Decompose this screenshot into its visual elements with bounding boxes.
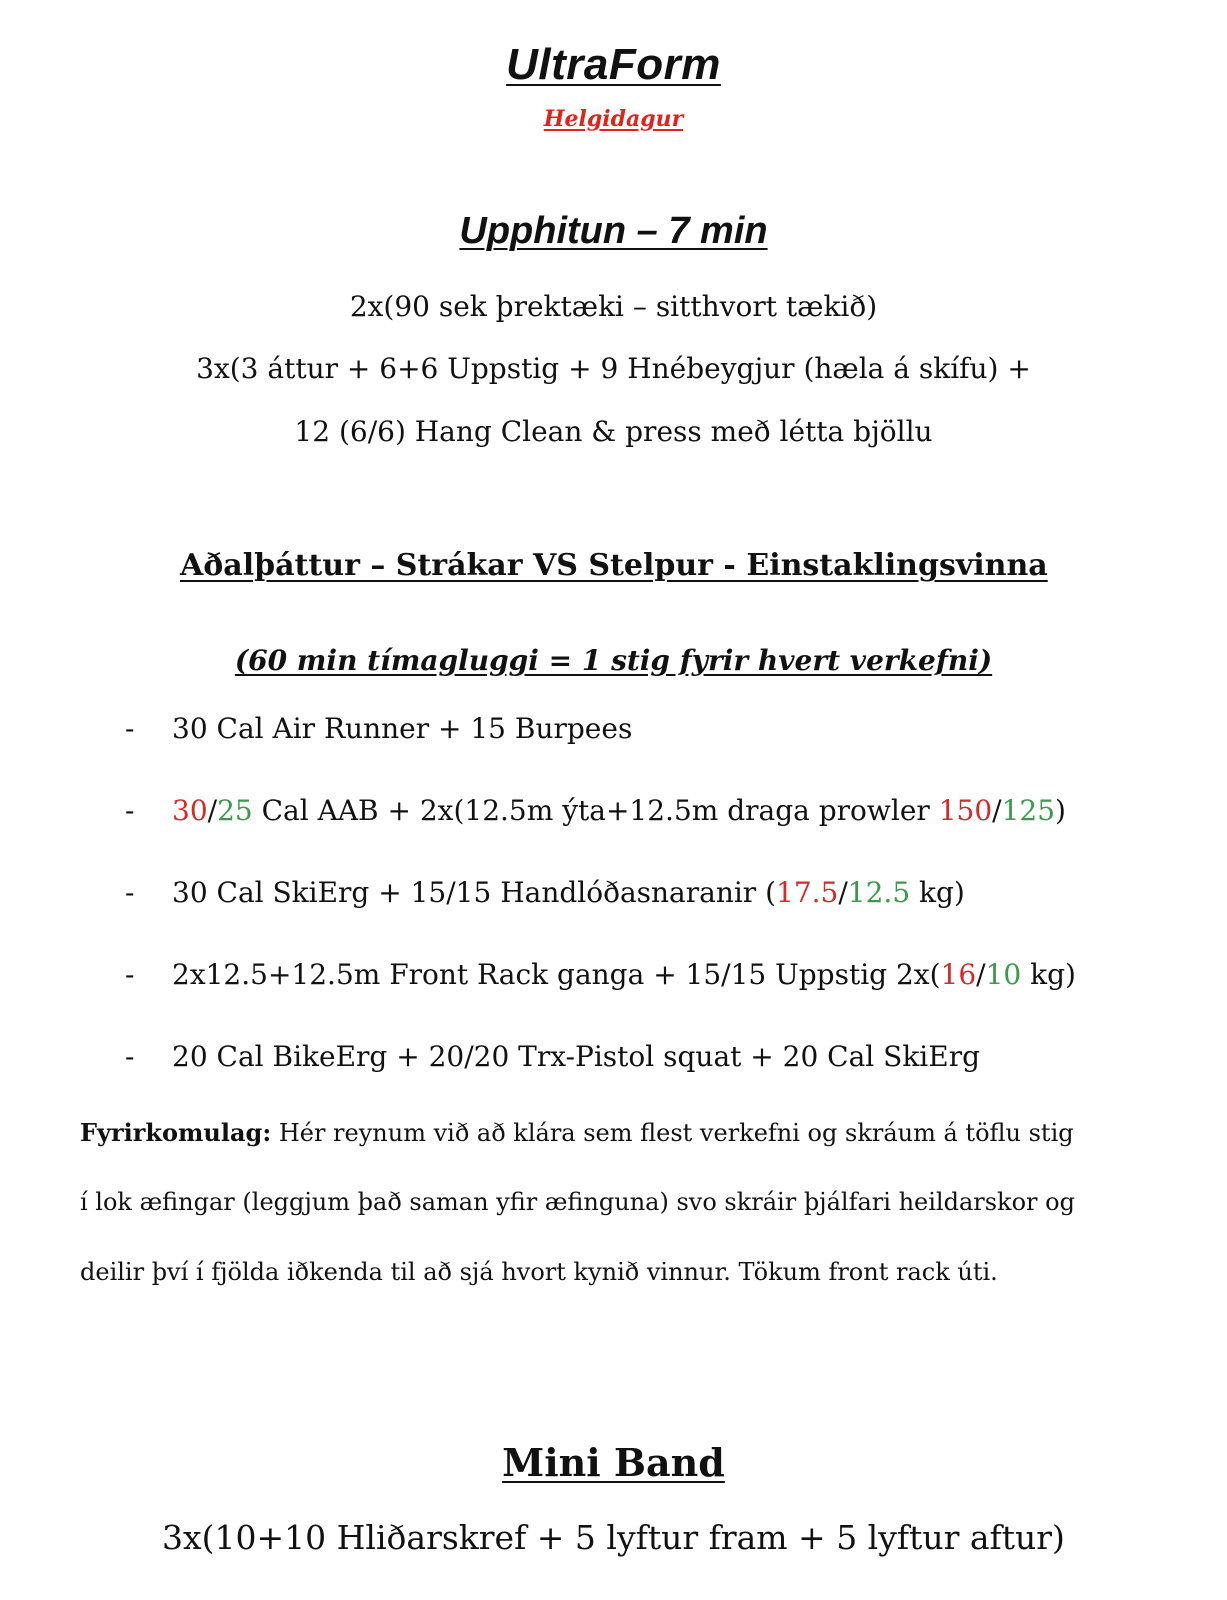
note-label: Fyrirkomulag: xyxy=(80,1118,272,1147)
exercise-text: Cal AAB + 2x(12.5m ýta+12.5m draga prowler xyxy=(252,794,939,827)
men-value: 16 xyxy=(940,958,977,991)
miniband-heading: Mini Band xyxy=(502,1440,725,1485)
warmup-line-3: 12 (6/6) Hang Clean & press með létta bjöllu xyxy=(294,415,933,448)
value-separator: / xyxy=(207,794,218,827)
bullet-dash: - xyxy=(125,712,135,745)
value-separator: / xyxy=(838,876,848,909)
note-line-2: í lok æfingar (leggjum það saman yfir æfinguna) svo skráir þjálfari heildarskor og xyxy=(80,1188,1075,1216)
value-separator: / xyxy=(992,794,1002,827)
warmup-line-2: 3x(3 áttur + 6+6 Uppstig + 9 Hnébeygjur (hæla á skífu) + xyxy=(196,352,1031,385)
women-value: 125 xyxy=(1001,794,1056,827)
exercise-text: kg) xyxy=(1021,958,1076,991)
women-value: 12.5 xyxy=(847,876,911,909)
warmup-heading: Upphitun – 7 min xyxy=(459,210,768,252)
exercise-text: kg) xyxy=(910,876,965,909)
exercise-text: 2x12.5+12.5m Front Rack ganga + 15/15 Uppstig 2x( xyxy=(172,958,941,991)
exercise-item-5: 20 Cal BikeErg + 20/20 Trx-Pistol squat + 20 Cal SkiErg xyxy=(172,1040,981,1073)
note-text: Hér reynum við að klára sem flest verkefni og skráum á töflu stig xyxy=(271,1119,1074,1147)
note-line-1 xyxy=(80,1118,1074,1147)
exercise-text: 30 Cal SkiErg + 15/15 Handlóðasnaranir ( xyxy=(172,876,777,909)
page-subtitle: Helgidagur xyxy=(543,106,684,132)
exercise-item-1: 30 Cal Air Runner + 15 Burpees xyxy=(172,712,633,745)
note-line-3: deilir því í fjölda iðkenda til að sjá hvort kynið vinnur. Tökum front rack úti. xyxy=(80,1258,998,1286)
miniband-line: 3x(10+10 Hliðarskref + 5 lyftur fram + 5 lyftur aftur) xyxy=(162,1518,1065,1557)
exercise-item-3 xyxy=(172,876,965,909)
exercise-item-4 xyxy=(172,958,1076,991)
value-separator: / xyxy=(976,958,986,991)
main-heading: Aðalþáttur – Strákar VS Stelpur - Einstaklingsvinna xyxy=(180,548,1048,583)
women-value: 25 xyxy=(217,794,253,827)
men-value: 150 xyxy=(938,794,993,827)
exercise-text: ) xyxy=(1055,794,1066,827)
women-value: 10 xyxy=(985,958,1022,991)
main-subheading: (60 min tímagluggi = 1 stig fyrir hvert verkefni) xyxy=(234,644,993,677)
exercise-item-2 xyxy=(172,794,1066,827)
bullet-dash: - xyxy=(125,958,135,991)
men-value: 30 xyxy=(172,794,208,827)
page-title: UltraForm xyxy=(506,40,721,89)
bullet-dash: - xyxy=(125,794,135,827)
men-value: 17.5 xyxy=(776,876,839,909)
bullet-dash: - xyxy=(125,876,135,909)
bullet-dash: - xyxy=(125,1040,135,1073)
warmup-line-1: 2x(90 sek þrektæki – sitthvort tækið) xyxy=(349,290,878,323)
